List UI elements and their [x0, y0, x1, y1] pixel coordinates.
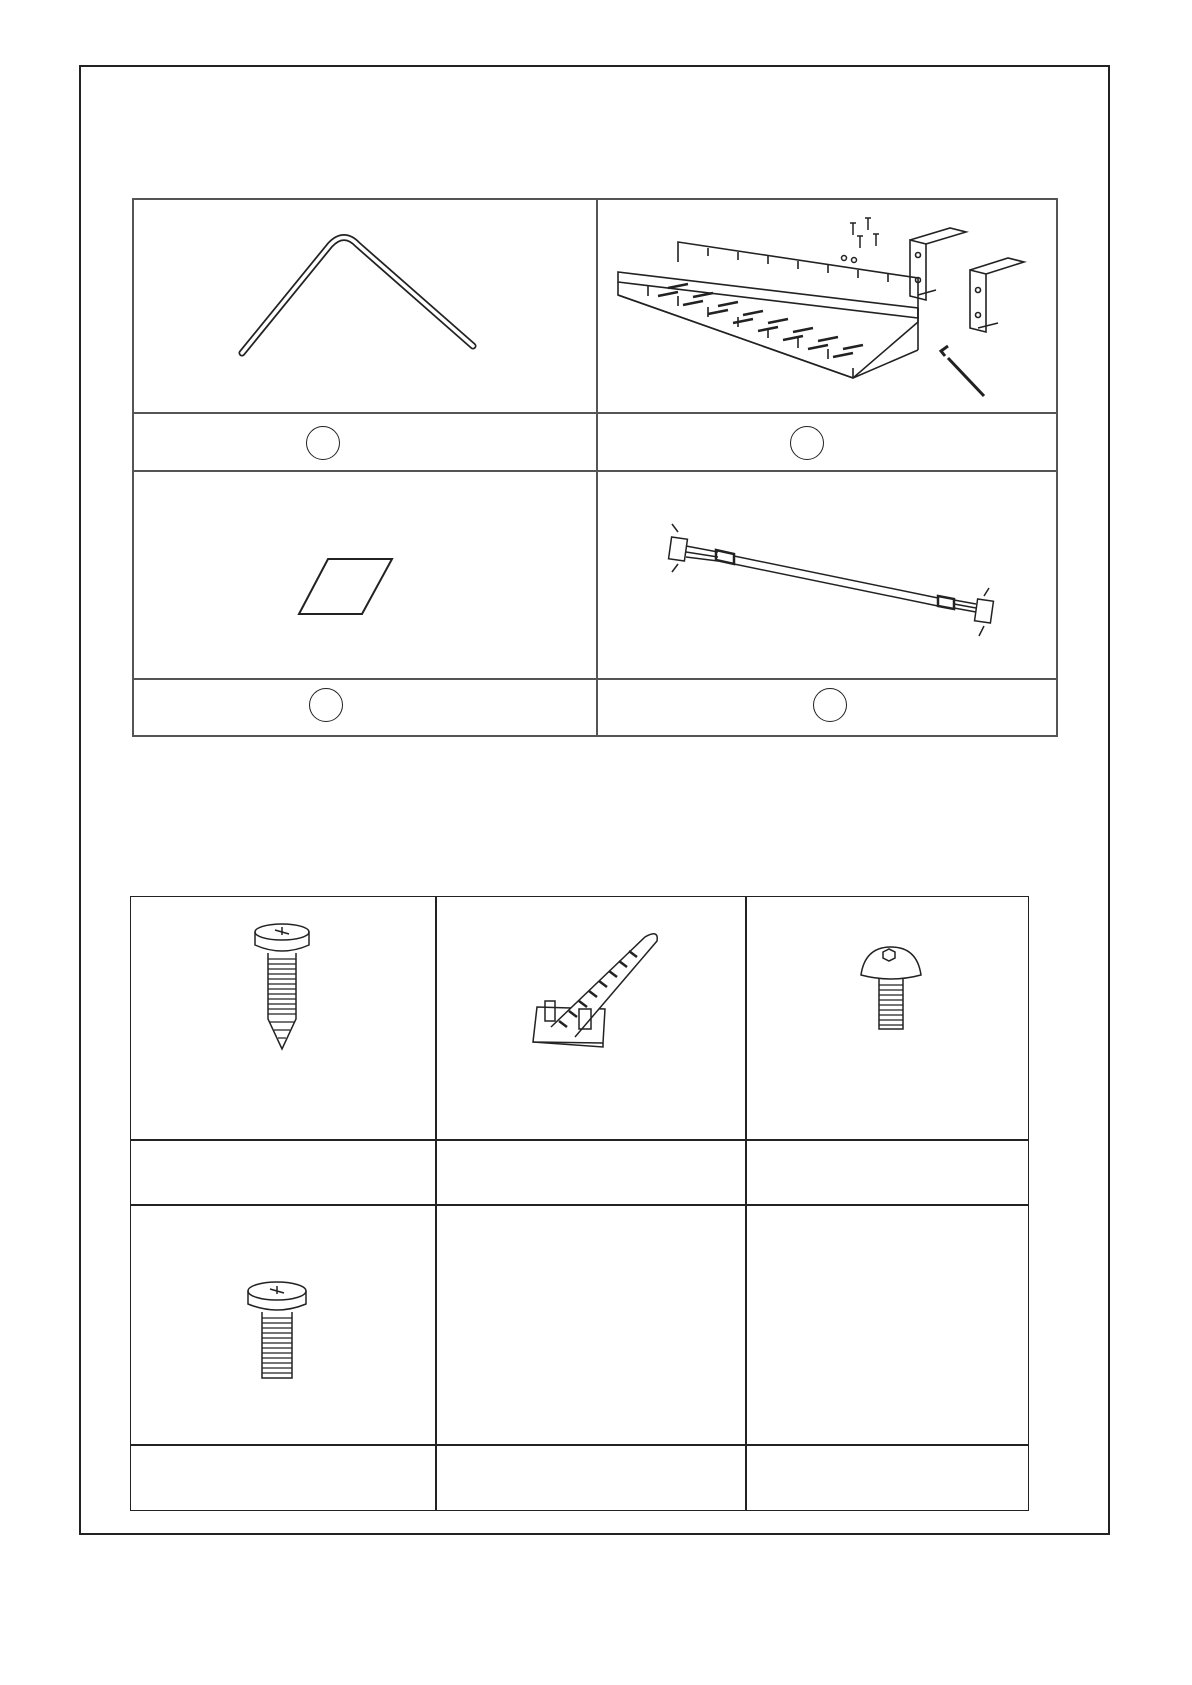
cable-tray-kit-icon: [598, 200, 1058, 412]
extension-cable-icon: [598, 472, 1058, 678]
hw-6-label: [747, 1446, 1028, 1510]
parts-divider: [134, 412, 1056, 414]
part-c-number: [309, 688, 343, 722]
machine-screw-icon: [131, 1206, 435, 1444]
part-d-number: [813, 688, 847, 722]
part-b-image: [598, 200, 1058, 412]
cable-tie-clip-icon: [437, 897, 745, 1139]
hw-1-label: [131, 1141, 435, 1204]
hw-5-label: [437, 1446, 745, 1510]
hw-4-label: [131, 1446, 435, 1510]
part-b-number: [790, 426, 824, 460]
part-a-image: [134, 200, 596, 412]
adhesive-pad-icon: [134, 472, 596, 678]
part-c-image: [134, 472, 596, 678]
part-d-image: [598, 472, 1058, 678]
hw-2-label: [437, 1141, 745, 1204]
angle-bar-icon: [134, 200, 596, 412]
hw-1-image: [131, 897, 435, 1139]
hw-3-label: [747, 1141, 1028, 1204]
hw-5-image: [437, 1206, 745, 1444]
hw-2-image: [437, 897, 745, 1139]
parts-divider: [134, 678, 1056, 680]
part-a-number: [306, 426, 340, 460]
hw-3-image: [747, 897, 1028, 1139]
hw-4-image: [131, 1206, 435, 1444]
hardware-table: [130, 896, 1029, 1511]
parts-table: [132, 198, 1058, 737]
hex-socket-button-bolt-icon: [747, 897, 1028, 1139]
self-tapping-screw-icon: [131, 897, 435, 1139]
hw-6-image: [747, 1206, 1028, 1444]
